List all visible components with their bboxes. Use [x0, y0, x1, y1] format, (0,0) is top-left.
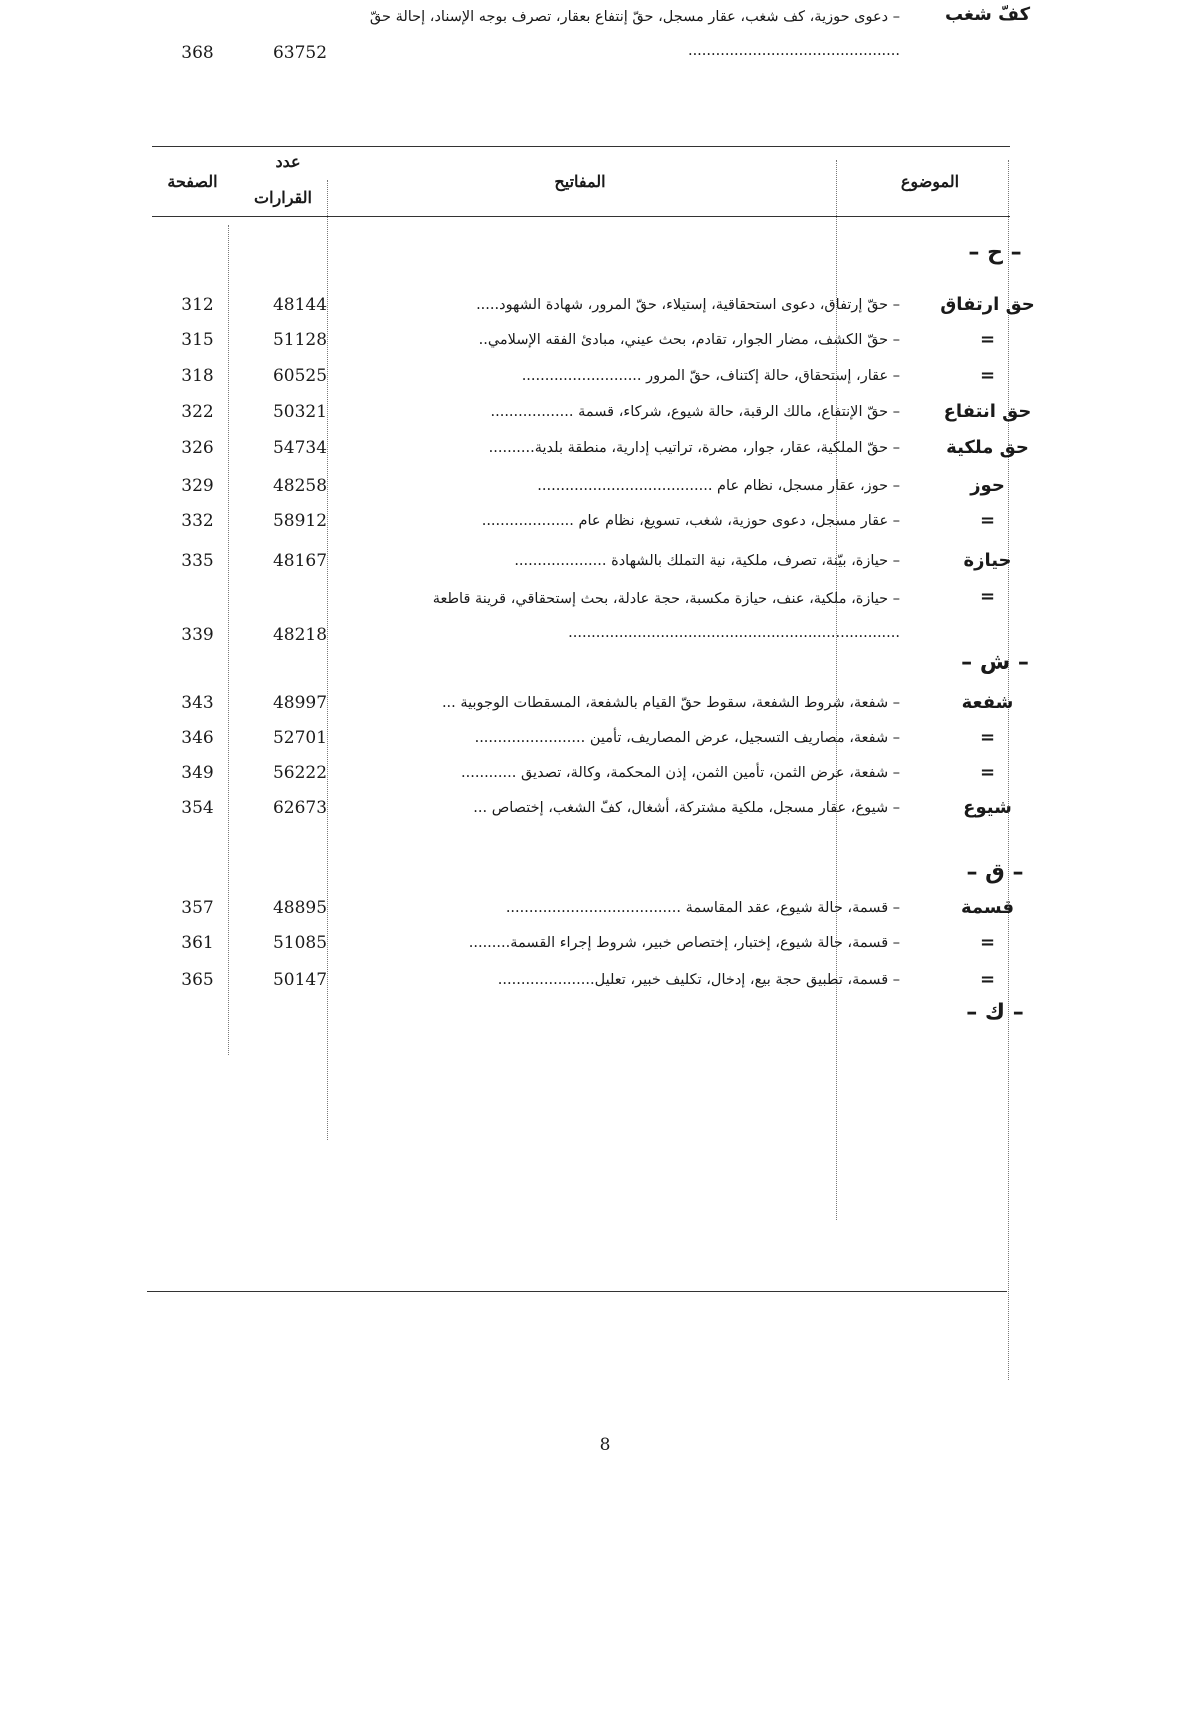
row-page-number: 357 [181, 898, 214, 918]
row-page-number: 326 [181, 438, 214, 458]
index-row [0, 758, 1199, 788]
header-count-2: القرارات [254, 188, 312, 207]
row-decision-number: 48997 [272, 693, 328, 713]
index-row [0, 290, 1199, 320]
row-topic: شيوع [963, 797, 1012, 818]
row-topic: = [979, 932, 996, 953]
row-page-number: 318 [181, 366, 214, 386]
index-row [0, 361, 1199, 391]
row-page-number: 346 [181, 728, 214, 748]
row-decision-number: 51128 [272, 330, 328, 350]
row-page-number: 361 [181, 933, 214, 953]
row-decision-number: 51085 [272, 933, 328, 953]
row-topic: = [979, 329, 996, 350]
row-keywords: – حقّ إرتفاق، دعوى استحقاقية، إستيلاء، حقّ المرور، شهادة الشهود..... [476, 297, 900, 313]
row-topic: شفعة [961, 692, 1014, 713]
row-keywords: – قسمة، حالة شيوع، عقد المقاسمة ...................................... [505, 900, 900, 916]
section-letter: – ش – [961, 650, 1029, 675]
row-page-number: 339 [181, 625, 214, 645]
index-row [0, 506, 1199, 536]
row-keywords: – قسمة، تطبيق حجة بيع، إدخال، تكليف خبير، تعليل..................... [497, 972, 900, 988]
row-topic: كفّ شغب [944, 4, 1031, 25]
row-keywords: – حيازة، ملكية، عنف، حيازة مكسبة، حجة عادلة، بحث إستحقاقي، قرينة قاطعة ........................................................................ [432, 591, 900, 641]
row-page-number: 329 [181, 476, 214, 496]
row-keywords: – شفعة، شروط الشفعة، سقوط حقّ القيام بالشفعة، المسقطات الوجوبية ... [441, 695, 900, 711]
index-row [0, 0, 1199, 63]
header-top-rule [152, 146, 1010, 147]
row-decision-number: 48895 [272, 898, 328, 918]
row-topic: حوز [970, 475, 1005, 496]
row-page-number: 315 [181, 330, 214, 350]
row-keywords: – شفعة، عرض الثمن، تأمين الثمن، إذن المحكمة، وكالة، تصديق ............ [461, 765, 900, 781]
row-topic: حق ارتفاق [940, 294, 1035, 315]
index-row [0, 546, 1199, 576]
row-keywords: – حوز، عقار مسجل، نظام عام ...................................... [537, 478, 900, 494]
row-decision-number: 50147 [272, 970, 328, 990]
row-keywords: – قسمة، حالة شيوع، إختبار، إختصاص خبير، شروط إجراء القسمة......... [468, 935, 900, 951]
row-keywords: – عقار مسجل، دعوى حوزية، شغب، تسويغ، نظام عام .................... [481, 513, 900, 529]
row-keywords: – حقّ الملكية، عقار، جوار، مضرة، تراتيب إدارية، منطقة بلدية.......... [488, 440, 900, 456]
header-bottom-rule [152, 216, 1010, 217]
row-page-number: 312 [181, 295, 214, 315]
header-topic: الموضوع [900, 172, 960, 191]
row-topic: حق ملكية [946, 437, 1029, 458]
row-keywords: – حيازة، بيّنة، تصرف، ملكية، نية التملك بالشهادة .................... [514, 553, 900, 569]
row-decision-number: 58912 [272, 511, 328, 531]
index-row [0, 397, 1199, 427]
row-topic: = [979, 365, 996, 386]
row-keywords: – حقّ الإنتفاع، مالك الرقبة، حالة شيوع، شركاء، قسمة .................. [490, 404, 900, 420]
header-page: الصفحة [167, 172, 218, 191]
row-page-number: 332 [181, 511, 214, 531]
index-row [0, 688, 1199, 718]
page-number: 8 [599, 1435, 611, 1455]
row-topic: = [979, 510, 996, 531]
row-page-number: 365 [181, 970, 214, 990]
index-row [0, 582, 1199, 645]
row-topic: حيازة [963, 550, 1012, 571]
row-page-number: 349 [181, 763, 214, 783]
row-decision-number: 52701 [272, 728, 328, 748]
row-decision-number: 48258 [272, 476, 328, 496]
row-page-number: 322 [181, 402, 214, 422]
row-decision-number: 48167 [272, 551, 328, 571]
row-topic: = [979, 727, 996, 748]
index-row [0, 325, 1199, 355]
row-decision-number: 48218 [272, 625, 328, 645]
row-decision-number: 54734 [272, 438, 328, 458]
row-keywords: – حقّ الكشف، مضار الجوار، تقادم، بحث عيني، مبادئ الفقه الإسلامي.. [478, 332, 900, 348]
row-decision-number: 50321 [272, 402, 328, 422]
index-row [0, 723, 1199, 753]
column-divider [327, 180, 328, 1140]
row-decision-number: 62673 [272, 798, 328, 818]
header-keys: المفاتيح [554, 172, 606, 191]
row-keywords: – شيوع، عقار مسجل، ملكية مشتركة، أشغال، كفّ الشغب، إختصاص ... [473, 800, 900, 816]
index-row [0, 471, 1199, 501]
index-row [0, 793, 1199, 823]
row-decision-number: 48144 [272, 295, 328, 315]
row-keywords: – شفعة، مصاريف التسجيل، عرض المصاريف، تأمين ........................ [474, 730, 900, 746]
section-letter: – ق – [966, 860, 1024, 885]
section-letter: – ك – [966, 1000, 1024, 1025]
header-count-1: عدد [275, 152, 301, 171]
index-row [0, 965, 1199, 995]
row-page-number: 343 [181, 693, 214, 713]
footer-rule [147, 1291, 1007, 1292]
row-keywords: – عقار، إستحقاق، حالة إكتناف، حقّ المرور .......................... [521, 368, 900, 384]
row-keywords: – دعوى حوزية، كف شغب، عقار مسجل، حقّ إنتفاع بعقار، تصرف بوجه الإسناد، إحالة حقّ .............................................. [369, 9, 900, 59]
row-topic: = [979, 969, 996, 990]
row-page-number: 335 [181, 551, 214, 571]
index-row [0, 433, 1199, 463]
row-topic: حق انتفاع [943, 401, 1032, 422]
row-page-number: 354 [181, 798, 214, 818]
index-row [0, 928, 1199, 958]
row-topic: = [979, 762, 996, 783]
row-topic: قسمة [960, 897, 1015, 918]
section-letter: – ح – [968, 240, 1022, 265]
index-row [0, 893, 1199, 923]
row-decision-number: 60525 [272, 366, 328, 386]
row-decision-number: 63752 [272, 43, 328, 63]
row-page-number: 368 [181, 43, 214, 63]
row-decision-number: 56222 [272, 763, 328, 783]
row-topic: = [979, 586, 996, 607]
